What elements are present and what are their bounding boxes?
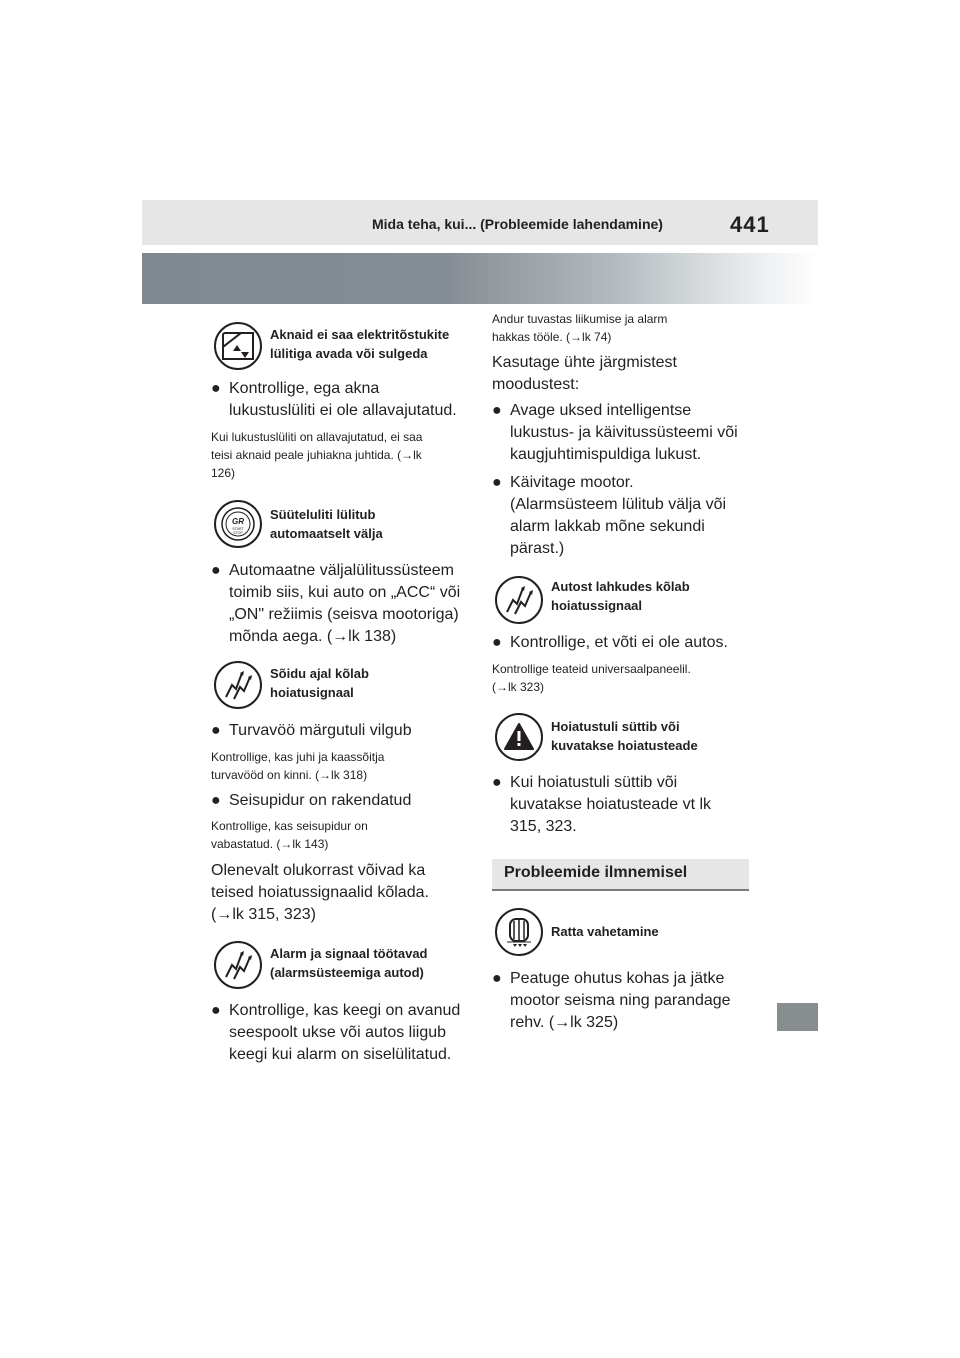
warning-triangle-icon [495, 713, 543, 761]
note-text: Kontrollige, kas juhi ja kaassõitja turvavööd on kinni. (→lk 318) [211, 750, 385, 782]
symptom-title-leaving-car: Autost lahkudes kõlab hoiatussignaal [551, 579, 690, 613]
paragraph: Kasutage ühte järgmistest moodustest: [492, 354, 677, 393]
symptom-title-warning-sound: Sõidu ajal kõlab hoiatusignaal [270, 666, 369, 700]
symptom-title-warning-light: Hoiatustuli süttib või kuvatakse hoiatusteade [551, 719, 698, 753]
bullet-item: ● Avage uksed intelligentse lukustus- ja käivitussüsteemi või kaugjuhtimispuldiga lukust. [492, 402, 738, 463]
note-text: Andur tuvastas liikumise ja alarm hakkas tööle. (→lk 74) [492, 312, 668, 344]
bullet-item: ● Kontrollige, et võti ei ole autos. [492, 634, 728, 651]
chapter-title: Mida teha, kui... (Probleemide lahendamine) [372, 216, 663, 232]
bullet-item: ● Seisupidur on rakendatud [211, 792, 412, 809]
bullet-item: ● Automaatne väljalülitussüsteem toimib siis, kui auto on „ACC“ või „ON" režiimis (seisva mootoriga) mõnda aega. (→lk 138) [211, 562, 461, 645]
note-text: Kontrollige teateid universaalpaneelil. (→lk 323) [492, 662, 691, 694]
symptom-title-window: Aknaid ei saa elektritõstukite lülitiga avada või sulgeda [270, 327, 450, 361]
bullet-item: ● Kontrollige, kas keegi on avanud seespoolt ukse või autos liigub keegi kui alarm on siselülitatud. [211, 1002, 461, 1063]
symptom-title-alarm: Alarm ja signaal töötavad (alarmsüsteemiga autod) [270, 946, 428, 980]
symptom-title-ignition: Süüteluliti lülitub automaatselt välja [270, 507, 383, 541]
bullet-item: ● Käivitage mootor. (Alarmsüsteem lülitub välja või alarm lakkab mõne sekundi pärast.) [492, 474, 727, 557]
tire-icon [495, 908, 543, 956]
page-number: 441 [730, 212, 770, 237]
bullet-item: ● Turvavöö märgutuli vilgub [211, 722, 412, 739]
buzzer-icon [495, 576, 543, 624]
svg-text:STOP: STOP [233, 531, 243, 535]
svg-text:GR: GR [232, 517, 244, 526]
buzzer-icon [214, 661, 262, 709]
section-heading: Probleemide ilmnemisel [492, 859, 749, 891]
start-stop-button-icon [214, 500, 262, 548]
svg-text:START: START [232, 527, 244, 531]
bullet-item: ● Peatuge ohutus kohas ja jätke mootor seisma ning parandage rehv. (→lk 325) [492, 970, 731, 1031]
window-switch-icon [214, 322, 262, 370]
chapter-thumb-tab [777, 1003, 818, 1031]
note-text: Kui lukustuslüliti on allavajutatud, ei saa teisi aknaid peale juhiakna juhtida. (→lk 126) [211, 430, 423, 480]
paragraph: Olenevalt olukorrast võivad ka teised hoiatussignaalid kõlada. (→lk 315, 323) [211, 862, 429, 923]
symptom-title-tire-change: Ratta vahetamine [551, 924, 659, 939]
note-text: Kontrollige, kas seisupidur on vabastatud. (→lk 143) [211, 819, 368, 851]
bullet-item: ● Kui hoiatustuli süttib või kuvatakse hoiatusteade vt lk 315, 323. [492, 774, 712, 835]
bullet-item: ● Kontrollige, ega akna lukustuslüliti ei ole allavajutatud. [211, 380, 457, 419]
buzzer-icon [214, 941, 262, 989]
decorative-gradient-bar [142, 253, 818, 304]
